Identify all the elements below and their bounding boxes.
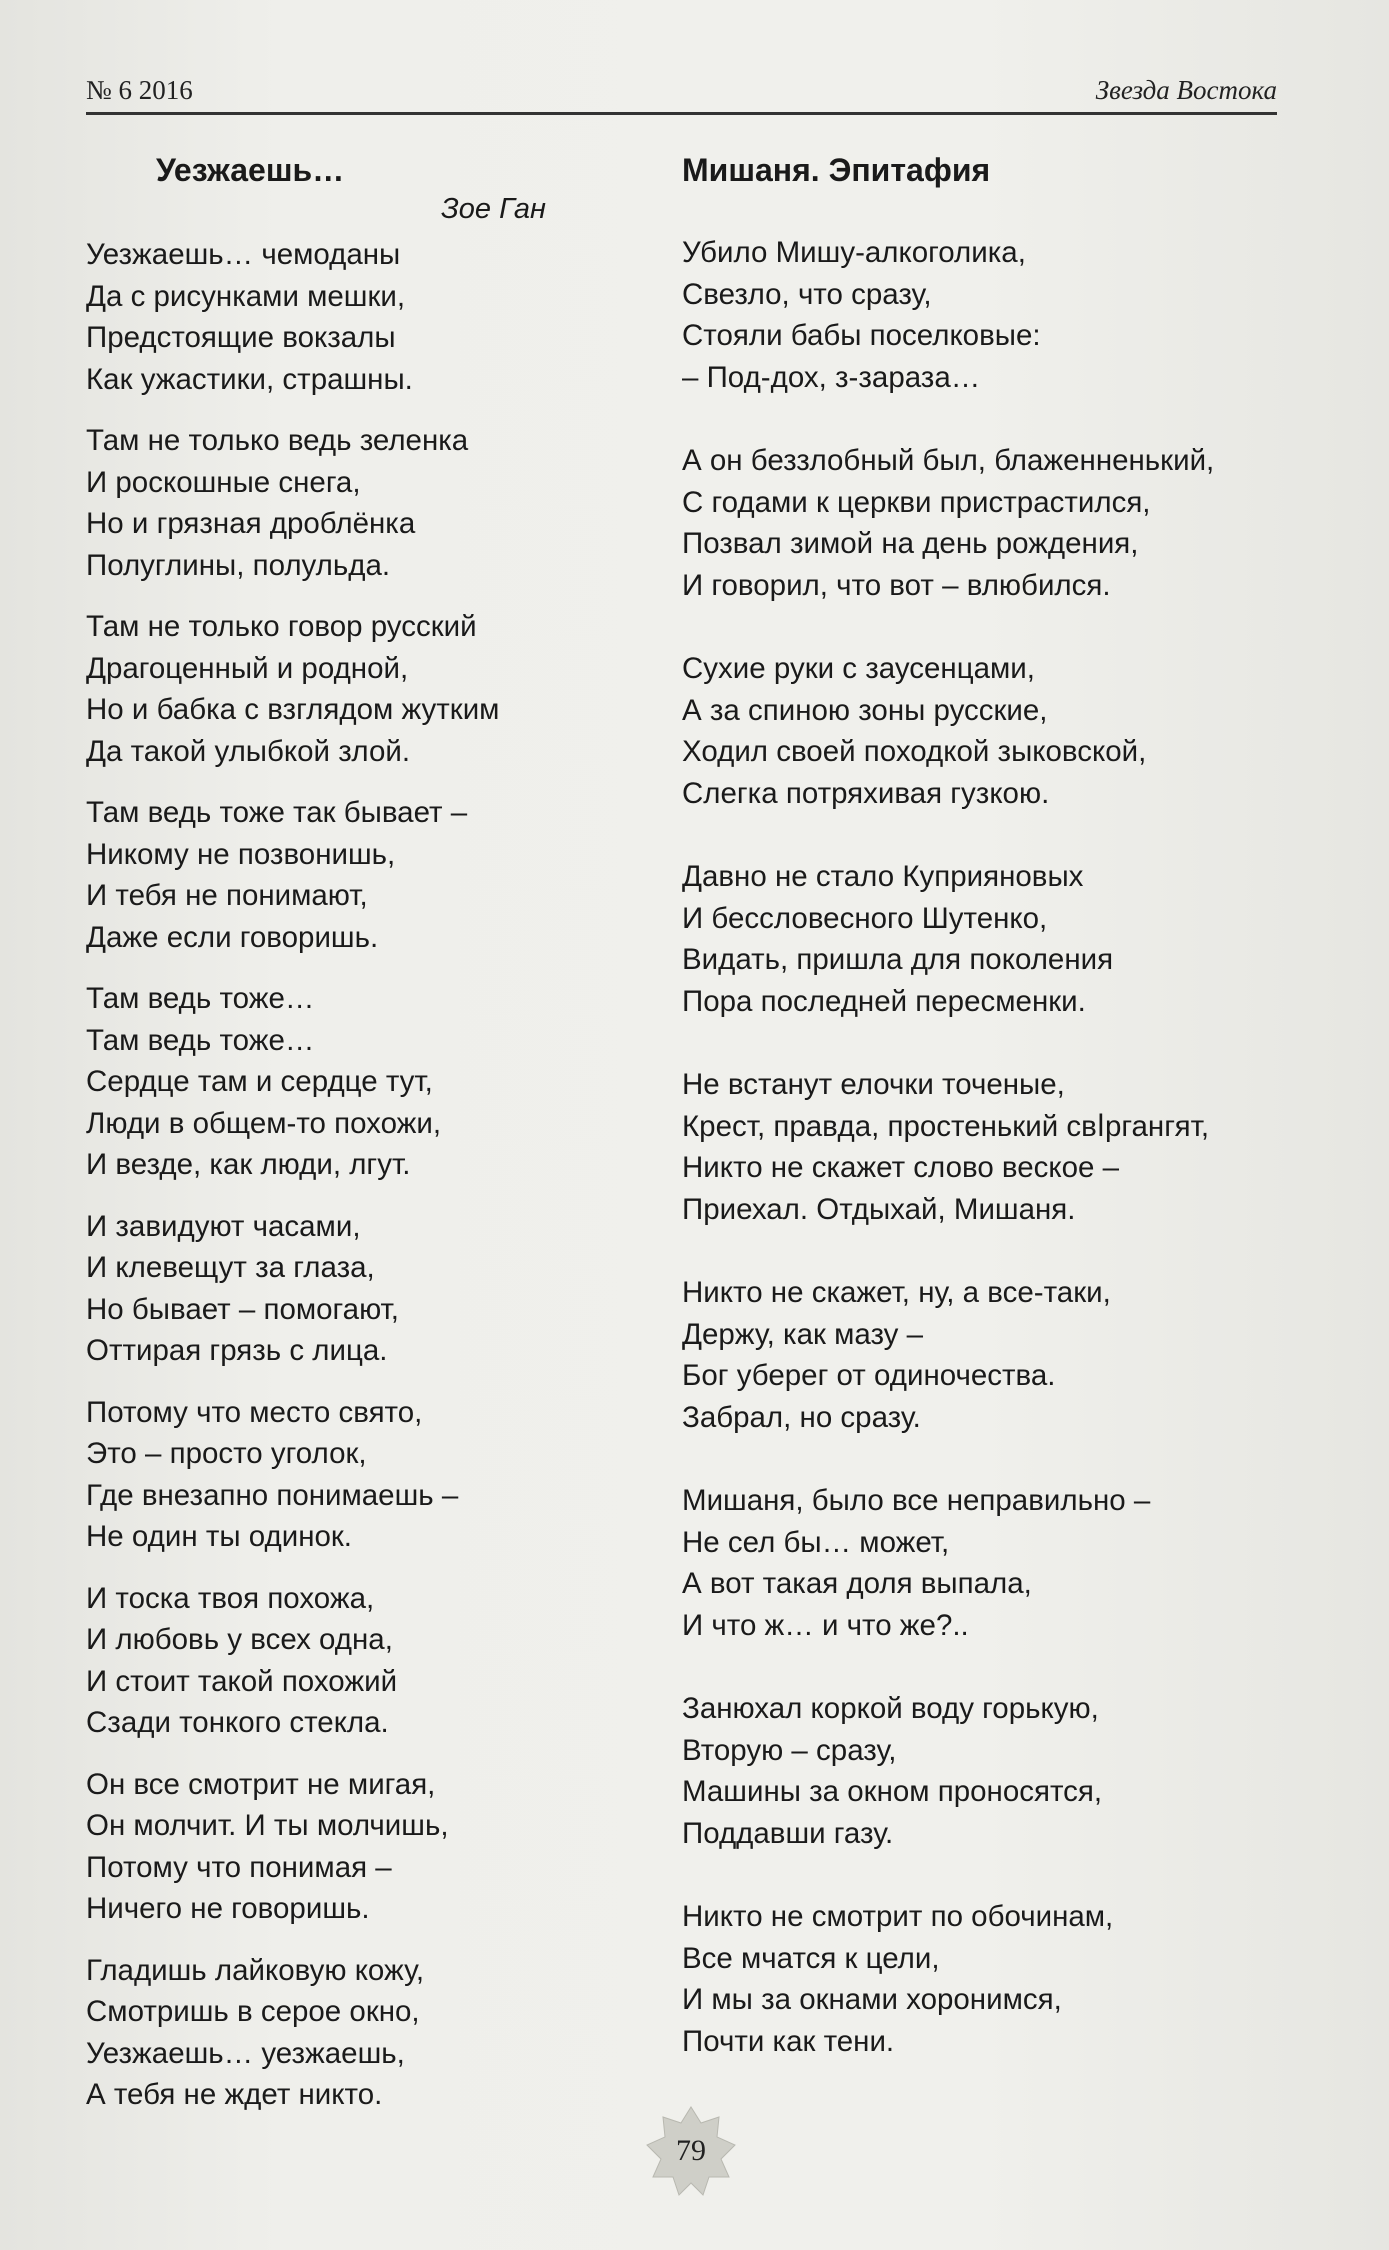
verse-line: Не встанут елочки точеные, [682, 1068, 1065, 1101]
verse-line: И что ж… и что же?.. [682, 1608, 969, 1642]
verse-line: Ничего не говоришь. [86, 1892, 370, 1925]
verse-line: Никто не скажет, ну, а все-таки, [682, 1276, 1111, 1309]
verse-line: Слегка потряхивая гузкою. [682, 776, 1050, 810]
page-number-badge [645, 2105, 737, 2197]
verse-line: Убило Мишу-алкоголика, [682, 236, 1026, 269]
verse-line: Как ужастики, страшны. [86, 362, 413, 396]
stanza [682, 232, 1282, 398]
verse-line: Никто не скажет слово веское – [682, 1151, 1120, 1184]
verse-line: Вторую – сразу, [682, 1733, 897, 1767]
stanza [86, 792, 666, 958]
verse-line: Там ведь тоже… [86, 1023, 315, 1057]
verse-line: И клевещут за глаза, [86, 1251, 375, 1284]
verse-line: Там ведь тоже так бывает – [86, 796, 468, 829]
stanza-list [682, 232, 1282, 2062]
verse-line: И мы за окнами хоронимся, [682, 1983, 1062, 2016]
verse-line: – Под-дох, з-зараза… [682, 360, 981, 394]
verse-line: Крест, правда, простенький свاргангят, [682, 1109, 1210, 1143]
verse-line: Полуглины, полульда. [86, 548, 391, 582]
verse-line: Все мчатся к цели, [682, 1941, 940, 1975]
verse-line: Там не только ведь зеленка [86, 424, 469, 457]
verse-line: Пора последней пересменки. [682, 984, 1086, 1018]
stanza [682, 1896, 1282, 2062]
verse-line: Давно не стало Куприяновых [682, 860, 1084, 893]
poem-dedication: Зое Ган [440, 193, 546, 225]
verse-line: И бессловесного Шутенко, [682, 901, 1048, 935]
verse-line: Он все смотрит не мигая, [86, 1767, 436, 1801]
verse-line: Никто не смотрит по обочинам, [682, 1900, 1114, 1933]
verse-line: И тоска твоя похожа, [86, 1581, 375, 1615]
stanza [86, 1578, 666, 1744]
verse-line: И тебя не понимают, [86, 879, 368, 912]
verse-line: А за спиною зоны русские, [682, 693, 1048, 727]
verse-line: Там ведь тоже… [86, 982, 315, 1015]
verse-line: Ходил своей походкой зыковской, [682, 735, 1147, 768]
issue-number: № 6 2016 [86, 75, 193, 105]
verse-line: Это – просто уголок, [86, 1437, 367, 1470]
verse-line: Где внезапно понимаешь – [86, 1478, 459, 1512]
stanza [86, 420, 666, 586]
verse-line: Потому что понимая – [86, 1850, 392, 1884]
stanza [682, 440, 1282, 606]
verse-line: Уезжаешь… чемоданы [86, 238, 401, 271]
verse-line: Сзади тонкого стекла. [86, 1706, 389, 1739]
verse-line: Стояли бабы поселковые: [682, 319, 1041, 352]
verse-line: Драгоценный и родной, [86, 651, 409, 685]
journal-title: Звезда Востока [1095, 75, 1277, 105]
verse-line: Но бывает – помогают, [86, 1292, 399, 1326]
verse-line: Уезжаешь… уезжаешь, [86, 2036, 405, 2070]
verse-line: И везде, как люди, лгут. [86, 1148, 411, 1181]
verse-line: И завидуют часами, [86, 1209, 361, 1243]
page-number: 79 [676, 2134, 706, 2167]
verse-line: Свезло, что сразу, [682, 277, 932, 311]
verse-line: Гладишь лайковую кожу, [86, 1953, 425, 1987]
verse-line: Оттирая грязь с лица. [86, 1334, 388, 1367]
left-poem [86, 150, 666, 2136]
verse-line: Забрал, но сразу. [682, 1400, 921, 1434]
verse-line: А он беззлобный был, блаженненький, [682, 444, 1215, 477]
verse-line: Он молчит. И ты молчишь, [86, 1809, 449, 1842]
verse-line: Потому что место свято, [86, 1395, 423, 1429]
verse-line: Смотришь в серое окно, [86, 1995, 420, 2028]
verse-line: Приехал. Отдыхай, Мишаня. [682, 1192, 1076, 1226]
verse-line: И говорил, что вот – влюбился. [682, 568, 1111, 602]
verse-line: Видать, пришла для поколения [682, 943, 1114, 976]
right-poem [682, 150, 1282, 2104]
verse-line: Позвал зимой на день рождения, [682, 527, 1139, 560]
verse-line: Даже если говоришь. [86, 920, 379, 954]
stanza-list [86, 234, 666, 2116]
stanza [682, 1480, 1282, 1646]
verse-line: Сердце там и сердце тут, [86, 1065, 433, 1098]
stanza [682, 1688, 1282, 1854]
stanza [682, 856, 1282, 1022]
verse-line: Не сел бы… может, [682, 1525, 950, 1559]
verse-line: Никому не позвонишь, [86, 837, 396, 871]
verse-line: Бог уберег от одиночества. [682, 1359, 1056, 1392]
verse-line: Там не только говор русский [86, 610, 477, 643]
stanza [86, 1206, 666, 1372]
verse-line: Сухие руки с заусенцами, [682, 652, 1035, 685]
verse-line: Машины за окном проносятся, [682, 1775, 1103, 1808]
poem-title: Мишаня. Эпитафия [682, 152, 991, 188]
verse-line: А вот такая доля выпала, [682, 1567, 1032, 1600]
verse-line: Почти как тени. [682, 2024, 895, 2058]
verse-line: Предстоящие вокзалы [86, 321, 396, 354]
stanza [86, 234, 666, 400]
verse-line: И стоит такой похожий [86, 1664, 398, 1698]
verse-line: Занюхал коркой воду горькую, [682, 1692, 1099, 1725]
verse-line: Не один ты одинок. [86, 1520, 353, 1553]
verse-line: И роскошные снега, [86, 465, 361, 499]
stanza [86, 1392, 666, 1558]
verse-line: Да такой улыбкой злой. [86, 734, 411, 768]
verse-line: А тебя не ждет никто. [86, 2078, 383, 2111]
verse-line: Люди в общем-то похожи, [86, 1106, 442, 1140]
verse-line: И любовь у всех одна, [86, 1623, 393, 1656]
verse-line: Держу, как мазу – [682, 1317, 924, 1351]
verse-line: С годами к церкви пристрастился, [682, 485, 1151, 519]
verse-line: Но и бабка с взглядом жутким [86, 693, 500, 726]
verse-line: Да с рисунками мешки, [86, 279, 406, 313]
stanza [86, 1764, 666, 1930]
stanza [86, 978, 666, 1186]
verse-line: Мишаня, было все неправильно – [682, 1484, 1151, 1517]
stanza [682, 648, 1282, 814]
stanza [682, 1272, 1282, 1438]
stanza [86, 606, 666, 772]
verse-line: Но и грязная дроблёнка [86, 507, 416, 540]
stanza [682, 1064, 1282, 1230]
verse-line: Поддавши газу. [682, 1816, 894, 1850]
running-header [86, 72, 1277, 115]
stanza [86, 1950, 666, 2116]
poem-title: Уезжаешь… [156, 152, 345, 188]
